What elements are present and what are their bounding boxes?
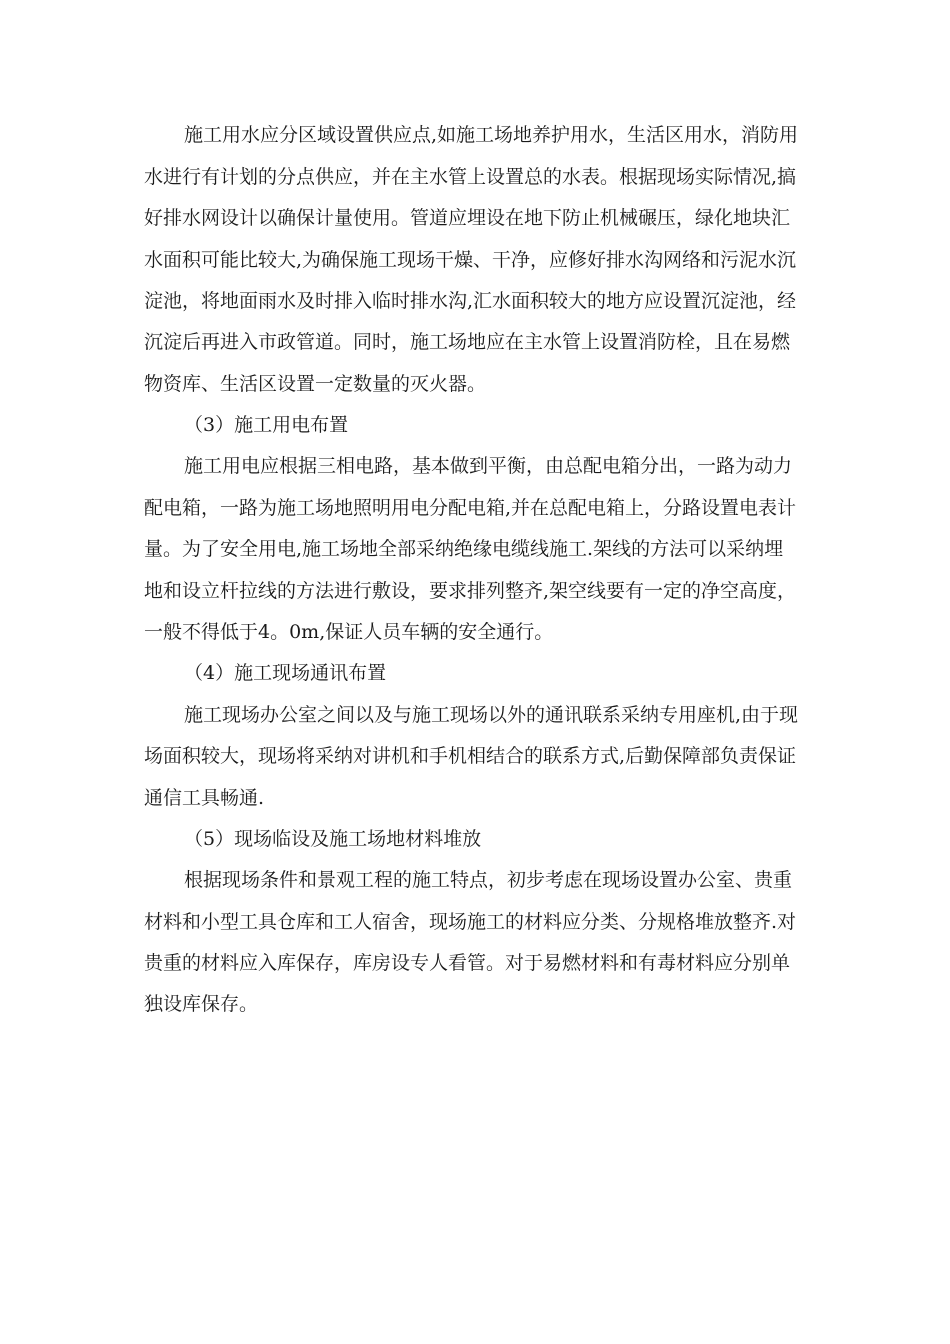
paragraph-communication-line-3: 通信工具畅通.	[144, 787, 265, 809]
section-heading-materials: （5）现场临设及施工场地材料堆放	[184, 828, 482, 850]
paragraph-water-line-4: 水面积可能比较大,为确保施工现场干燥、干净，应修好排水沟网络和污泥水沉	[144, 249, 797, 271]
paragraph-water-line-7: 物资库、生活区设置一定数量的灭火器。	[144, 373, 487, 395]
paragraph-electricity-line-1: 施工用电应根据三相电路，基本做到平衡，由总配电箱分出，一路为动力	[184, 455, 793, 477]
paragraph-communication-line-2: 场面积较大，现场将采纳对讲机和手机相结合的联系方式,后勤保障部负责保证	[144, 745, 797, 767]
paragraph-water-line-1: 施工用水应分区域设置供应点,如施工场地养护用水，生活区用水，消防用	[184, 124, 799, 146]
paragraph-materials-line-1: 根据现场条件和景观工程的施工特点，初步考虑在现场设置办公室、贵重	[184, 869, 793, 891]
section-heading-electricity: （3）施工用电布置	[184, 414, 349, 436]
paragraph-water-line-5: 淀池，将地面雨水及时排入临时排水沟,汇水面积较大的地方应设置沉淀池，经	[144, 290, 797, 312]
paragraph-water-line-6: 沉淀后再进入市政管道。同时，施工场地应在主水管上设置消防栓，且在易燃	[144, 331, 791, 353]
paragraph-electricity-line-4: 地和设立杆拉线的方法进行敷设，要求排列整齐,架空线要有一定的净空高度，	[144, 580, 797, 602]
paragraph-electricity-line-5: 一般不得低于4。0m,保证人员车辆的安全通行。	[144, 621, 554, 643]
paragraph-materials-line-3: 贵重的材料应入库保存，库房设专人看管。对于易燃材料和有毒材料应分别单	[144, 952, 791, 974]
paragraph-water-line-3: 好排水网设计以确保计量使用。管道应埋设在地下防止机械碾压，绿化地块汇	[144, 207, 791, 229]
section-heading-communication: （4）施工现场通讯布置	[184, 662, 387, 684]
paragraph-communication-line-1: 施工现场办公室之间以及与施工现场以外的通讯联系采纳专用座机,由于现	[184, 704, 799, 726]
paragraph-materials-line-4: 独设库保存。	[144, 993, 259, 1015]
paragraph-materials-line-2: 材料和小型工具仓库和工人宿舍，现场施工的材料应分类、分规格堆放整齐.对	[144, 911, 797, 933]
paragraph-electricity-line-2: 配电箱，一路为施工场地照明用电分配电箱,并在总配电箱上，分路设置电表计	[144, 497, 797, 519]
paragraph-electricity-line-3: 量。为了安全用电,施工场地全部采纳绝缘电缆线施工.架线的方法可以采纳埋	[144, 538, 784, 560]
paragraph-water-line-2: 水进行有计划的分点供应，并在主水管上设置总的水表。根据现场实际情况,搞	[144, 166, 797, 188]
